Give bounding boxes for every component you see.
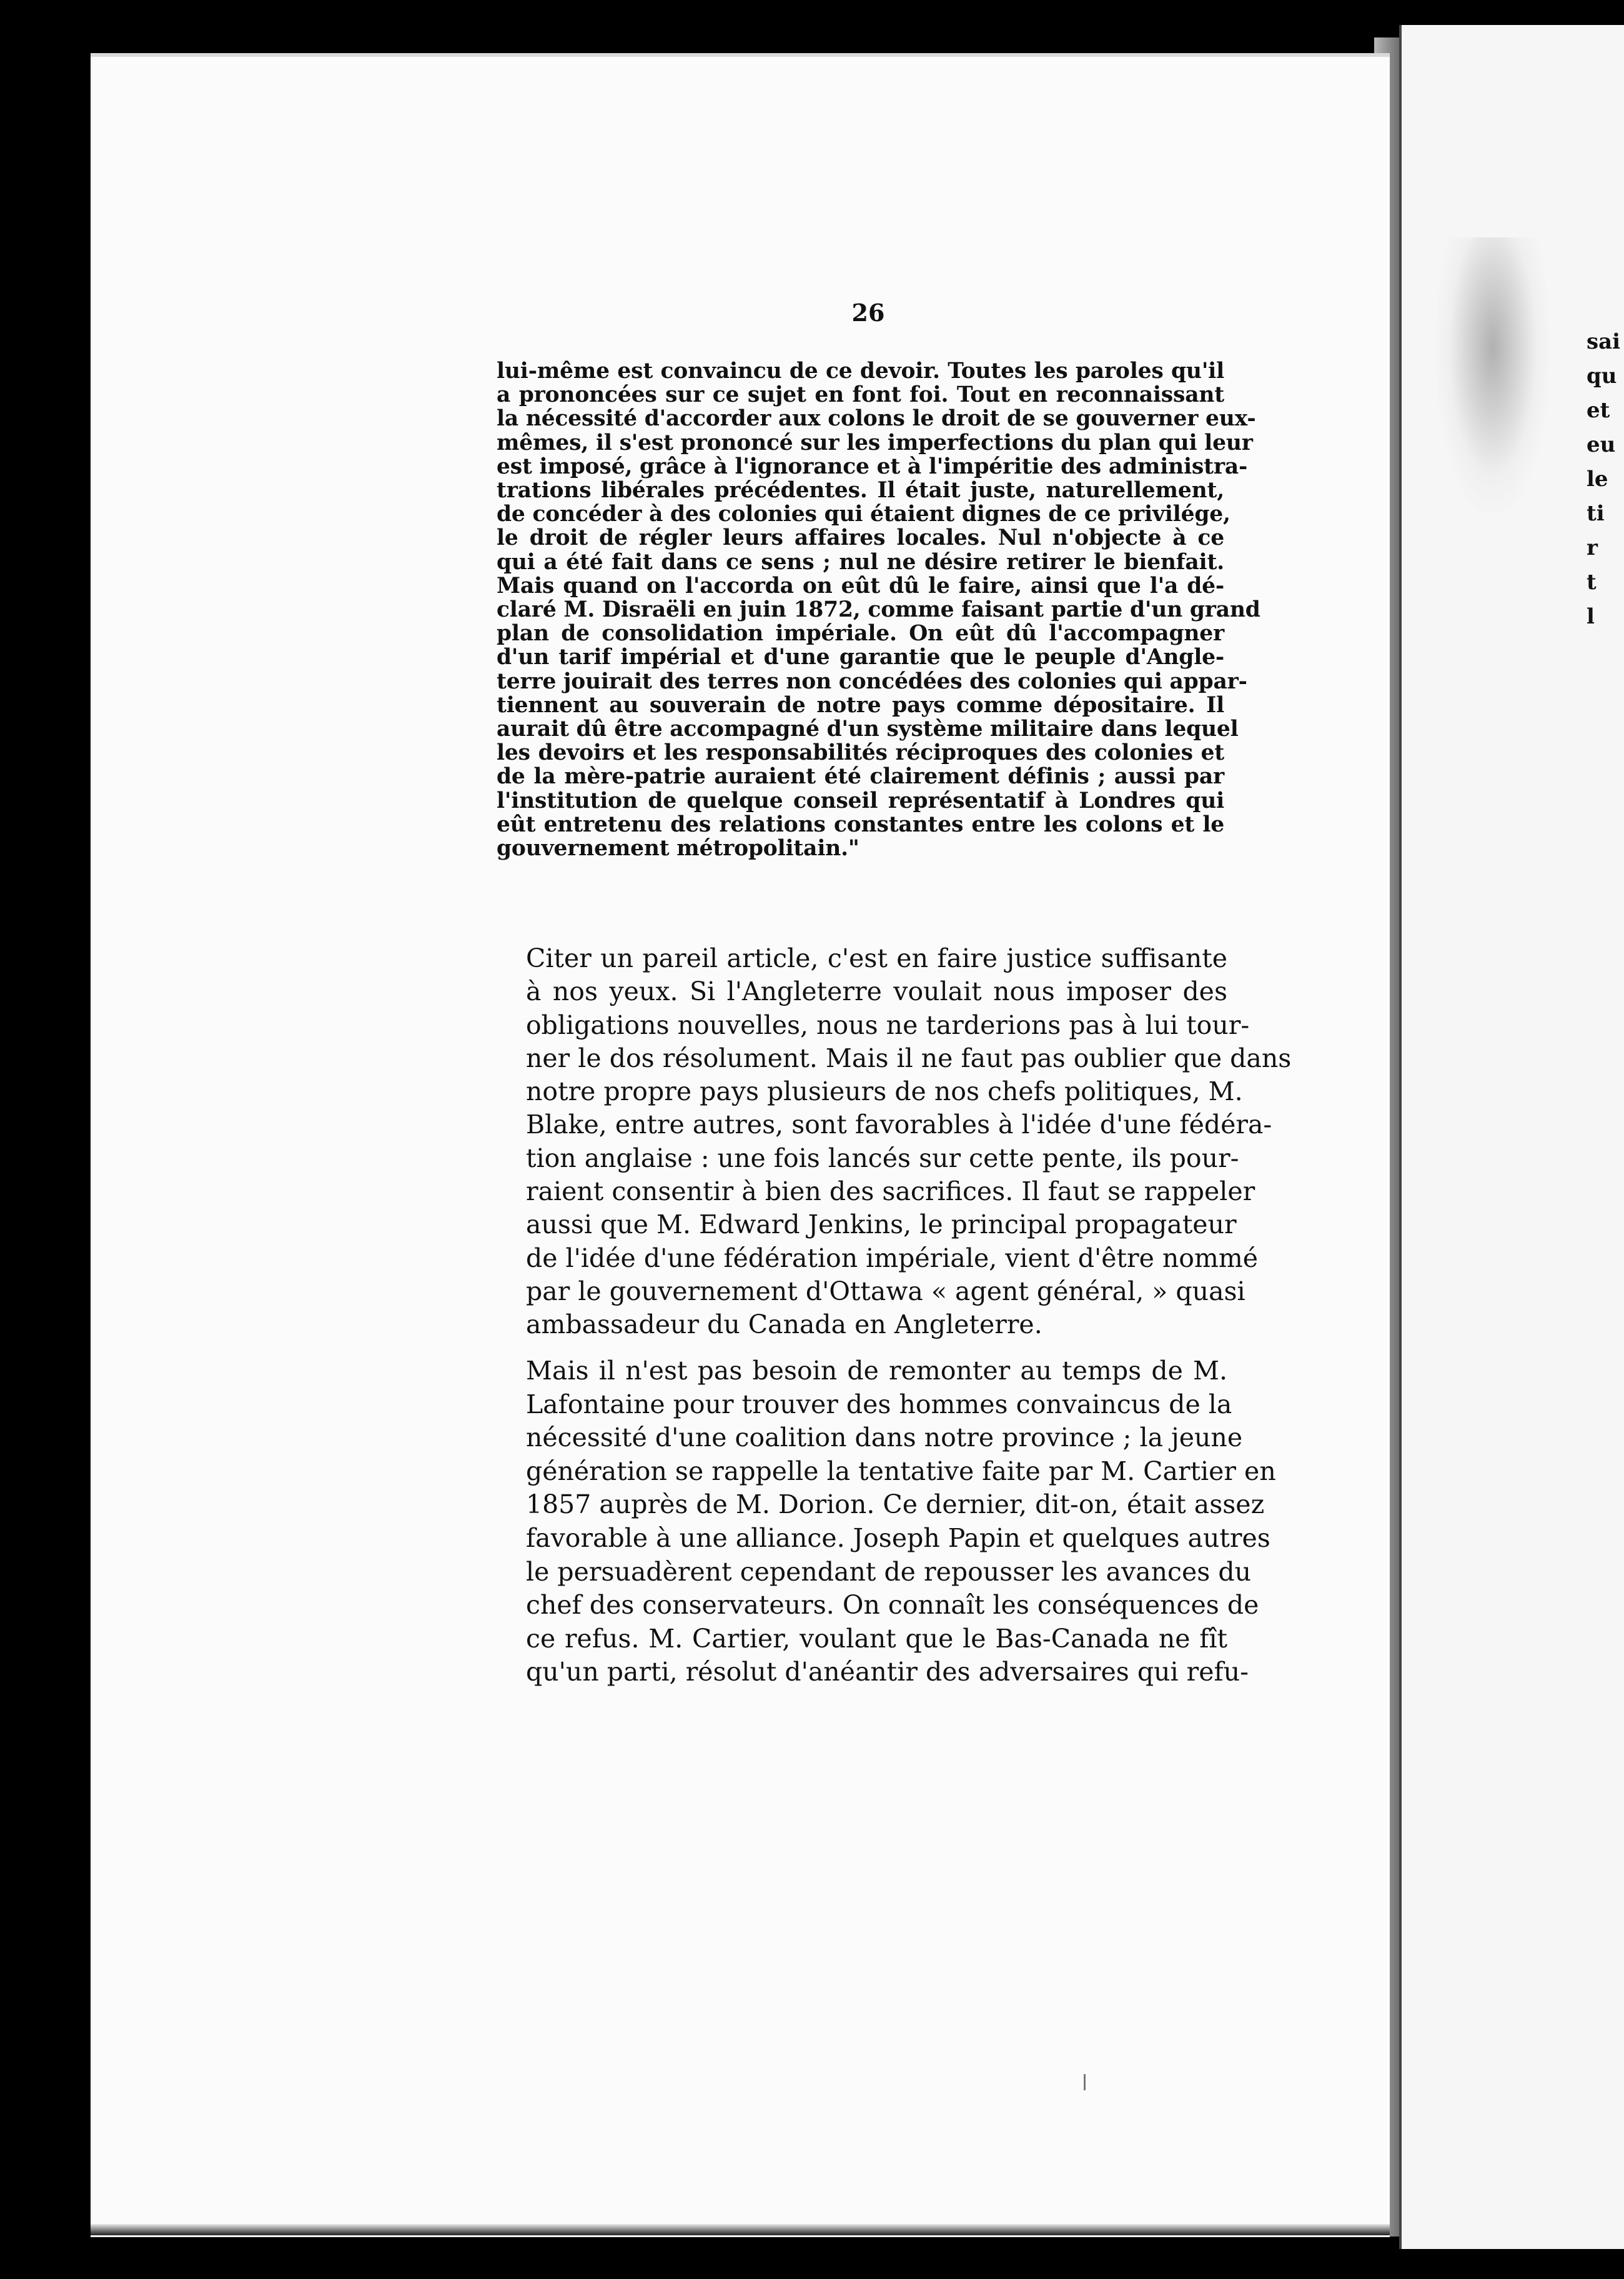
paragraph-2-line: Mais il n'est pas besoin de remonter au temps de M.	[526, 1356, 1227, 1386]
quote-line: le droit de régler leurs affaires locales. Nul n'objecte à ce	[497, 525, 1224, 551]
paragraph-2-line: ce refus. M. Cartier, voulant que le Bas-Canada ne fît	[526, 1623, 1227, 1654]
quote-line: eût entretenu des relations constantes entre les colons et le	[497, 812, 1224, 837]
paragraph-1-line: à nos yeux. Si l'Angleterre voulait nous imposer des	[526, 976, 1227, 1007]
quote-line: est imposé, grâce à l'ignorance et à l'impéritie des administra-	[497, 454, 1248, 479]
quote-line: qui a été fait dans ce sens ; nul ne désire retirer le bienfait.	[497, 549, 1224, 575]
quote-line: la nécessité d'accorder aux colons le droit de se gouverner eux-	[497, 406, 1256, 432]
paragraph-2-line: chef des conservateurs. On connaît les conséquences de	[526, 1590, 1259, 1621]
paragraph-2-line: 1857 auprès de M. Dorion. Ce dernier, dit-on, était assez	[526, 1489, 1265, 1520]
paragraph-2-line: Lafontaine pour trouver des hommes convaincus de la	[526, 1389, 1232, 1419]
paragraph-2-line: le persuadèrent cependant de repousser les avances du	[526, 1556, 1252, 1587]
page-number: 26	[851, 299, 885, 327]
quote-line: a prononcées sur ce sujet en font foi. Tout en reconnaissant	[497, 382, 1224, 408]
facing-page-fragment: l	[1587, 604, 1595, 629]
paragraph-1-line: Blake, entre autres, sont favorables à l'idée d'une fédéra-	[526, 1110, 1272, 1140]
body-paragraph-2	[500, 1354, 1276, 1689]
facing-page-fragment: eu	[1587, 432, 1616, 457]
quote-line: d'un tarif impérial et d'une garantie que le peuple d'Angle-	[497, 645, 1224, 670]
paragraph-2-line: génération se rappelle la tentative faite par M. Cartier en	[526, 1456, 1276, 1486]
quote-line: l'institution de quelque conseil représentatif à Londres qui	[497, 788, 1224, 813]
quote-line: tiennent au souverain de notre pays comme dépositaire. Il	[497, 692, 1224, 718]
facing-page-fragment: r	[1587, 535, 1598, 560]
page-bottom-edge	[91, 2224, 1390, 2235]
paragraph-2-line: qu'un parti, résolut d'anéantir des adversaires qui refu-	[526, 1657, 1249, 1687]
quote-line: trations libérales précédentes. Il était juste, naturellement,	[497, 478, 1224, 504]
paragraph-1-line: tion anglaise : une fois lancés sur cette pente, ils pour-	[526, 1143, 1239, 1173]
paragraph-1-line: ner le dos résolument. Mais il ne faut pas oublier que dans	[526, 1043, 1292, 1073]
quote-line: claré M. Disraëli en juin 1872, comme faisant partie d'un grand	[497, 597, 1260, 623]
facing-page-fragment: et	[1587, 398, 1610, 423]
quote-line: terre jouirait des terres non concédées des colonies qui appar-	[497, 668, 1247, 694]
facing-page-fragment: t	[1587, 570, 1597, 595]
paragraph-1-line: raient consentir à bien des sacrifices. Il faut se rappeler	[526, 1176, 1255, 1207]
facing-page-fragment: ti	[1587, 501, 1605, 526]
paragraph-1-line: par le gouvernement d'Ottawa « agent général, » quasi	[526, 1276, 1245, 1306]
facing-page-fragment: qu	[1587, 364, 1617, 389]
quote-line: les devoirs et les responsabilités réciproques des colonies et	[497, 740, 1224, 766]
quote-line: aurait dû être accompagné d'un système militaire dans lequel	[497, 717, 1239, 742]
quote-line: lui-même est convaincu de ce devoir. Toutes les paroles qu'il	[497, 359, 1224, 384]
quote-line: mêmes, il s'est prononcé sur les imperfections du plan qui leur	[497, 430, 1253, 455]
body-paragraph-1	[500, 942, 1292, 1342]
paragraph-1-line: obligations nouvelles, nous ne tarderions pas à lui tour-	[526, 1010, 1250, 1040]
paragraph-1-line: Citer un pareil article, c'est en faire justice suffisante	[526, 943, 1227, 973]
facing-page-fragment: le	[1587, 467, 1608, 492]
quote-line: Mais quand on l'accorda on eût dû le faire, ainsi que l'a dé-	[497, 573, 1224, 598]
margin-mark	[1084, 2074, 1086, 2090]
paragraph-1-line: aussi que M. Edward Jenkins, le principal propagateur	[526, 1209, 1237, 1240]
quote-line: gouvernement métropolitain."	[497, 836, 859, 861]
paragraph-1-line: de l'idée d'une fédération impériale, vient d'être nommé	[526, 1243, 1258, 1273]
ink-bleed-stain	[1437, 237, 1549, 512]
quote-line: de concéder à des colonies qui étaient dignes de ce privilége,	[497, 502, 1230, 527]
facing-page-text-fragments	[1587, 325, 1624, 634]
quote-line: de la mère-patrie auraient été clairement définis ; aussi par	[497, 764, 1224, 790]
quoted-passage	[497, 359, 1260, 861]
quote-line: plan de consolidation impériale. On eût dû l'accompagner	[497, 621, 1224, 647]
paragraph-1-line: ambassadeur du Canada en Angleterre.	[526, 1309, 1042, 1340]
facing-page-fragment: sai	[1587, 329, 1621, 354]
paragraph-2-line: nécessité d'une coalition dans notre province ; la jeune	[526, 1423, 1243, 1453]
paragraph-1-line: notre propre pays plusieurs de nos chefs politiques, M.	[526, 1076, 1243, 1107]
paragraph-2-line: favorable à une alliance. Joseph Papin et quelques autres	[526, 1522, 1270, 1553]
